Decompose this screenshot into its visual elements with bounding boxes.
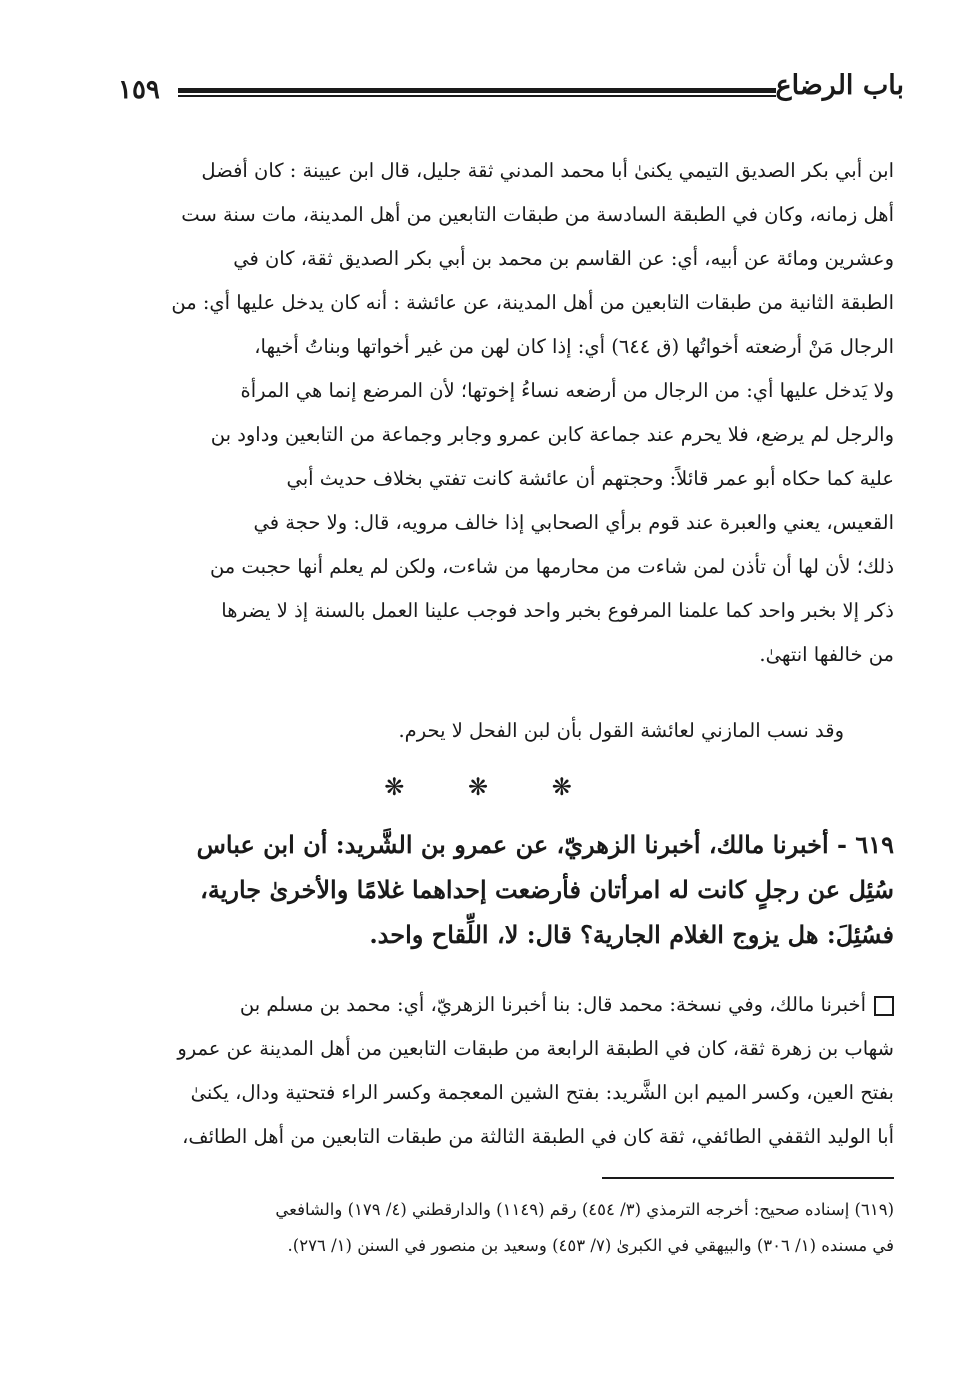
commentary-line: القعيس، يعني والعبرة عند قوم برأي الصحابي إذا خالف مرويه، قال: ولا حجة في bbox=[253, 511, 894, 534]
header-rule bbox=[178, 88, 776, 97]
commentary-line bbox=[110, 983, 894, 1027]
footnote-line: في مسنده (١/ ٣٠٦) والبيهقي في الكبرىٰ (٧/ ٤٥٣) وسعيد بن منصور في السنن (١/ ٢٧٦). bbox=[287, 1236, 894, 1255]
commentary-line: الطبقة الثانية من طبقات التابعين من أهل المدينة، عن عائشة : أنه كان يدخل عليها أي: من bbox=[171, 291, 894, 314]
commentary-line: بفتح العين، وكسر الميم ابن الشَّريد: بفتح الشين المعجمة وكسر الراء فتحتية ودال، يكنىٰ bbox=[190, 1081, 894, 1104]
separator-star: ❋ bbox=[384, 773, 405, 801]
hadith-line: سُئِل عن رجلٍ كانت له امرأتان فأرضعت إحداهما غلامًا والأخرىٰ جارية، bbox=[200, 875, 894, 904]
separator-star: ❋ bbox=[467, 773, 489, 801]
commentary-block-2 bbox=[110, 983, 894, 1159]
commentary-marker-box bbox=[874, 996, 894, 1016]
commentary-line: علية كما حكاه أبو عمر قائلاً: وحجتهم أن عائشة كانت تفتي بخلاف حديث أبي bbox=[286, 467, 894, 490]
page-number: ١٥٩ bbox=[118, 75, 160, 105]
section-separator bbox=[0, 770, 956, 804]
header-rule-thin bbox=[178, 95, 776, 97]
commentary-line: وعشرين ومائة عن أبيه، أي: عن القاسم بن محمد بن أبي بكر الصديق ثقة، كان في bbox=[233, 247, 894, 270]
commentary-closing-line: وقد نسب المازني لعائشة القول بأن لبن الفحل لا يحرم. bbox=[398, 719, 844, 742]
footnote bbox=[110, 1192, 894, 1264]
footnote-rule bbox=[602, 1177, 894, 1179]
separator-star: ❋ bbox=[551, 773, 572, 801]
commentary-line: من خالفها انتهىٰ. bbox=[759, 643, 894, 666]
commentary-line: والرجل لم يرضع، فلا يحرم عند جماعة كابن عمرو وجابر وجماعة من التابعين وداود بن bbox=[210, 423, 894, 446]
commentary-line: ولا يَدخل عليها أي: من الرجال من أرضعه نساءُ إخوتها؛ لأن المرضع إنما هي المرأة bbox=[240, 379, 894, 402]
footnote-line: (٦١٩) إسناده صحيح: أخرجه الترمذي (٣/ ٤٥٤) رقم (١١٤٩) والدارقطني (٤/ ١٧٩) والشافعي bbox=[275, 1200, 894, 1219]
hadith-line: فسُئِلَ: هل يزوج الغلام الجارية؟ قال: لا، اللِّقاح واحد. bbox=[369, 920, 894, 949]
commentary-first-line-text: أخبرنا مالك، وفي نسخة: محمد قال: بنا أخبرنا الزهريّ، أي: محمد بن مسلم بن bbox=[239, 993, 866, 1016]
hadith-line: ٦١٩ - أخبرنا مالك، أخبرنا الزهريّ، عن عمرو بن الشَّريد: أن ابن عباس bbox=[196, 830, 894, 859]
commentary-line: ذكر إلا بخبر واحد كما علمنا المرفوع بخبر واحد فوجب علينا العمل بالسنة إذ لا يضرها bbox=[221, 599, 894, 622]
commentary-line: الرجال مَنْ أرضعته أخواتُها (ق ٦٤٤) أي: إذا كان لهن من غير أخواتها وبناتُ أخيها، bbox=[254, 335, 894, 358]
commentary-line: أبا الوليد الثقفي الطائفي، ثقة كان في الطبقة الثالثة من طبقات التابعين من أهل الطائف، bbox=[182, 1125, 894, 1148]
hadith-text bbox=[110, 822, 894, 957]
commentary-line: شهاب بن زهرة ثقة، كان في الطبقة الرابعة من طبقات التابعين من أهل المدينة عن عمرو bbox=[177, 1037, 894, 1060]
commentary-line: ابن أبي بكر الصديق التيمي يكنىٰ أبا محمد المدني ثقة جليل، قال ابن عيينة : كان أفضل bbox=[201, 159, 894, 182]
commentary-line: أهل زمانه، وكان في الطبقة السادسة من طبقات التابعين من أهل المدينة، مات سنة ست bbox=[181, 203, 894, 226]
header-rule-thick bbox=[178, 88, 776, 93]
commentary-block-1 bbox=[110, 149, 894, 677]
commentary-line: ذلك؛ لأن لها أن تأذن لمن شاءت من محارمها من شاءت، ولكن لم يعلم أنها حجبت من bbox=[209, 555, 894, 578]
running-head-title: باب الرضاع bbox=[775, 70, 904, 101]
